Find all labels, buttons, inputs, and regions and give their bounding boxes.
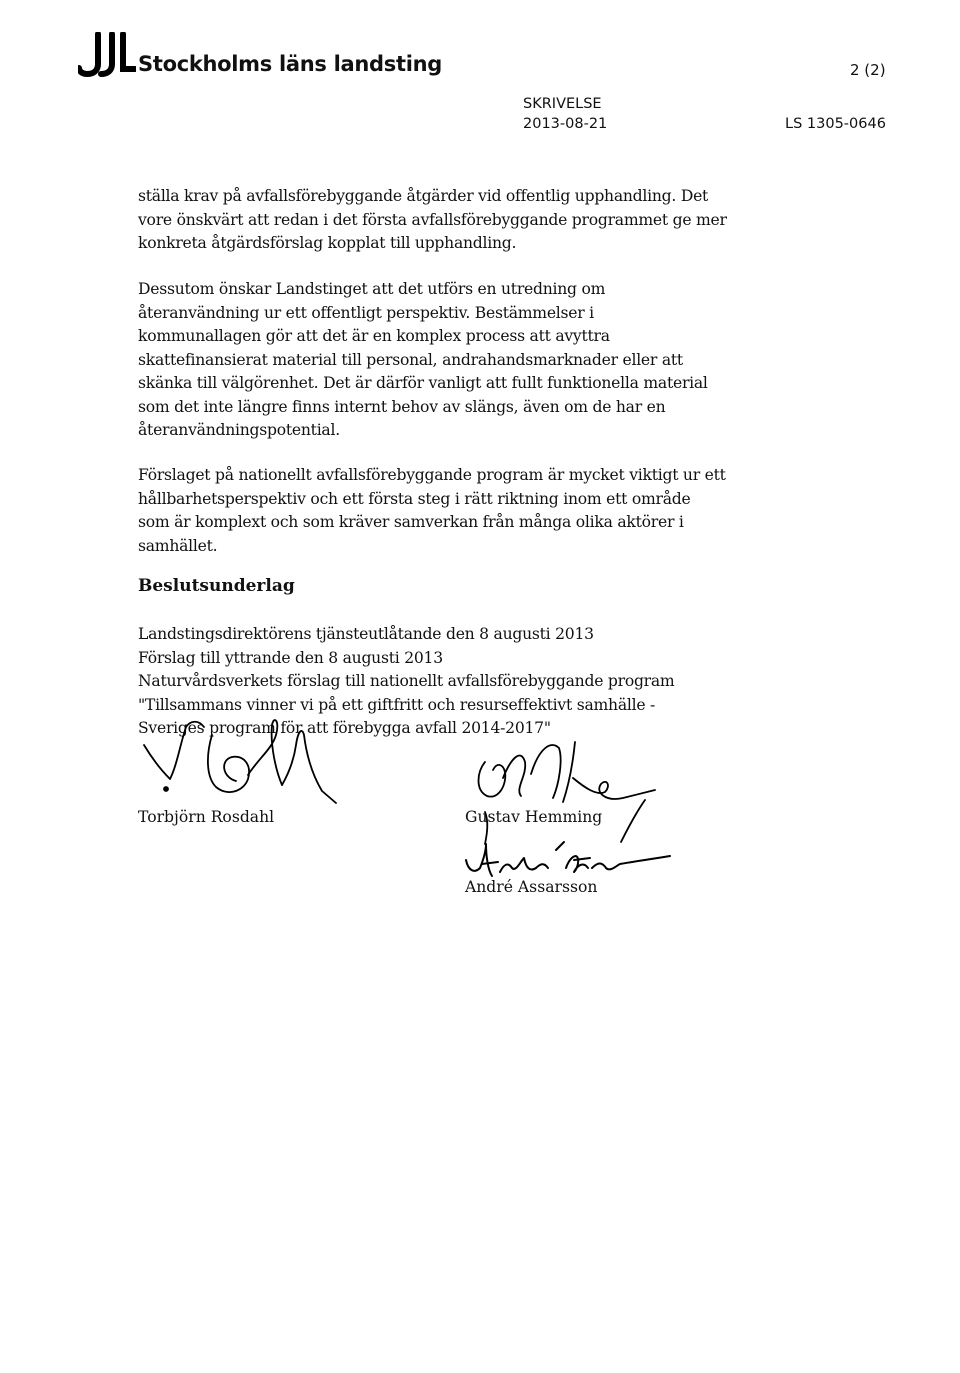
paragraph-reuse bbox=[138, 278, 858, 443]
text-line: samhället. bbox=[138, 536, 218, 555]
text-line: skattefinansierat material till personal, andrahandsmarknader eller att bbox=[138, 350, 683, 369]
document-type: SKRIVELSE bbox=[523, 96, 602, 112]
signature-torbjorn-rosdahl bbox=[132, 705, 342, 805]
signature-andre-assarsson bbox=[460, 838, 675, 883]
reference-item: "Tillsammans vinner vi på ett giftfritt och resurseffektivt samhälle - bbox=[138, 695, 656, 714]
document-reference: LS 1305-0646 bbox=[785, 116, 886, 132]
signatory-name: Gustav Hemming bbox=[465, 808, 603, 826]
sll-logo-icon bbox=[78, 32, 136, 78]
text-line: konkreta åtgärdsförslag kopplat till upphandling. bbox=[138, 234, 517, 252]
document-date: 2013-08-21 bbox=[523, 116, 608, 132]
text-line: återanvändning ur ett offentligt perspektiv. Bestämmelser i bbox=[138, 303, 594, 322]
text-line: som det inte längre finns internt behov av slängs, även om de har en bbox=[138, 397, 666, 416]
text-line: kommunallagen gör att det är en komplex process att avyttra bbox=[138, 327, 610, 345]
reference-item: Naturvårdsverkets förslag till nationellt avfallsförebyggande program bbox=[138, 672, 675, 690]
text-line: återanvändningspotential. bbox=[138, 421, 340, 439]
text-line: Dessutom önskar Landstinget att det utförs en utredning om bbox=[138, 280, 606, 298]
page-number: 2 (2) bbox=[850, 61, 886, 79]
reference-item: Landstingsdirektörens tjänsteutlåtande den 8 augusti 2013 bbox=[138, 625, 594, 643]
text-line: Förslaget på nationellt avfallsförebyggande program är mycket viktigt ur ett bbox=[138, 466, 726, 484]
reference-item: Förslag till yttrande den 8 augusti 2013 bbox=[138, 648, 443, 667]
paragraph-proposal bbox=[138, 464, 858, 558]
signatory-name: André Assarsson bbox=[465, 878, 598, 896]
signature-gustav-hemming bbox=[455, 718, 670, 853]
paragraph-procurement bbox=[138, 185, 858, 256]
text-line: hållbarhetsperspektiv och ett första steg i rätt riktning inom ett område bbox=[138, 489, 691, 508]
text-line: ställa krav på avfallsförebyggande åtgärder vid offentlig upphandling. Det bbox=[138, 187, 709, 205]
section-heading: Beslutsunderlag bbox=[138, 576, 295, 596]
text-line: vore önskvärt att redan i det första avfallsförebyggande programmet ge mer bbox=[138, 210, 727, 229]
text-line: skänka till välgörenhet. Det är därför vanligt att fullt funktionella material bbox=[138, 374, 708, 392]
organization-name: Stockholms läns landsting bbox=[138, 52, 442, 76]
reference-item: Sveriges program för att förebygga avfall 2014-2017" bbox=[138, 719, 551, 737]
text-line: som är komplext och som kräver samverkan från många olika aktörer i bbox=[138, 513, 684, 531]
signatory-name: Torbjörn Rosdahl bbox=[138, 808, 275, 826]
